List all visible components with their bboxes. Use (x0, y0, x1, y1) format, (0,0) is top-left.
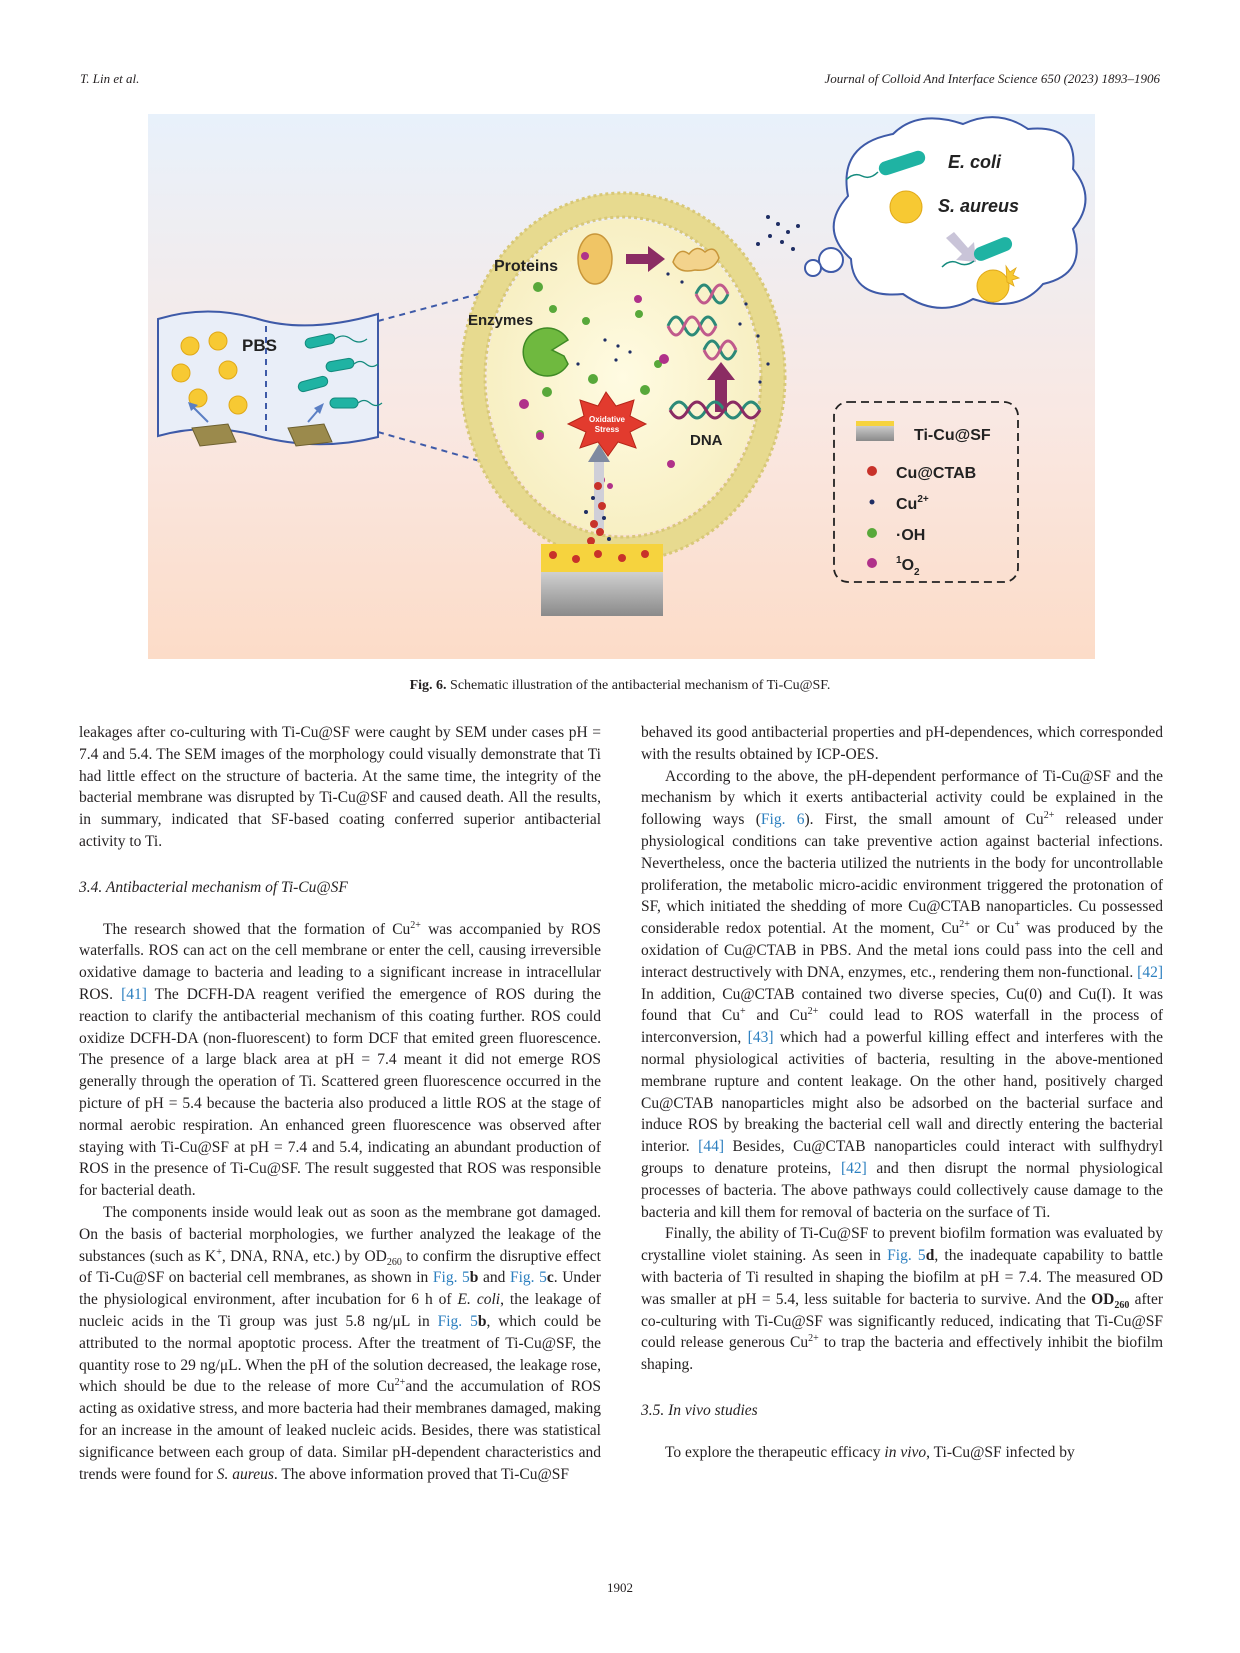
left-paragraph-3: The components inside would leak out as soon as the membrane got damaged. On the basis of bacterial morphologies, we further analyzed the leakage of the substances (such as K+, DNA, RNA, etc.) by $OD_{260}$ to confirm the disruptive effect of Ti-Cu@SF on bacterial cell membranes, as shown in Fig. 5b and Fig. 5c. Under the physiological environment, after incubation for 6 h of E. coli, the leakage of nucleic acids in the Ti group was just 5.8 ng/μL in Fig. 5b, which could be attributed to the normal apoptotic process. After the treatment of Ti-Cu@SF, the quantity rose to 29 ng/μL. When the pH of the solution decreased, the leakage rose, which should be due to the release of more $Cu^{2+}and$ the accumulation of ROS acting as oxidative stress, and more bacteria had their membranes damaged, making for an increase in the amount of leaked nucleic acids. Besides, there was statistical significance between each group of data. Similar pH-dependent characteristics and trends were found for S. aureus. The above information proved that Ti-Cu@SF (79, 1203, 601, 1483)
fig-5d-link[interactable]: Fig. 5 (887, 1247, 926, 1265)
section-heading-3-4: 3.4. Antibacterial mechanism of Ti-Cu@SF (79, 878, 348, 896)
citation-42-b[interactable]: [42] (840, 1159, 867, 1177)
enzymes-label: Enzymes (468, 312, 534, 329)
ti-chip-right (288, 424, 332, 446)
legend-singlet-oxygen-icon (867, 558, 877, 568)
left-column (79, 722, 601, 1485)
citation-43[interactable]: [43] (747, 1029, 774, 1047)
figure-caption-text: Schematic illustration of the antibacterial mechanism of Ti-Cu@SF. (446, 678, 831, 693)
section-heading-3-5: 3.5. In vivo studies (641, 1401, 758, 1419)
citation-41[interactable]: [41] (121, 985, 147, 1003)
saureus-lysed (977, 270, 1009, 302)
citation-44[interactable]: [44] (698, 1138, 724, 1156)
proteins-label: Proteins (494, 258, 559, 275)
ti-chip-left (192, 424, 236, 446)
right-paragraph-2: According to the above, the pH-dependent performance of Ti-Cu@SF and the mechanism by which it exerts antibacterial activity could be explained in the following ways (Fig. 6). First, the small amount of $Cu^{2+}$ released under physiological conditions can take preventive action against bacterial infections. Nevertheless, once the bacteria utilized the nutrients in the body for uncontrollable proliferation, the metabolic micro-acidic environment triggered the protonation of SF, which initiated the shedding of more Cu@CTAB nanoparticles. Cu possessed considerable redox potential. At the moment, $Cu^{2+}$ or Cu+ was produced by the oxidation of Cu@CTAB in PBS. And the metal ions could pass into the cell and interact destructively with DNA, enzymes, etc., rendering them non-functional. [42] In addition, Cu@CTAB contained two diverse species, Cu(0) and Cu(I). It was found that Cu+ and $Cu^{2+}$ could lead to ROS waterfall in the process of interconversion, [43] which had a powerful killing effect and interferes with the normal physiological activities of bacteria, resulting in the above-mentioned membrane rupture and content leakage. On the other hand, positively charged Cu@CTAB nanoparticles might also be adsorbed on the bacterial surface and induce ROS by breaking the bacterial cell wall and directly entering the bacterial interior. [44] Besides, Cu@CTAB nanoparticles could interact with sulfhydryl groups to denature proteins, [42] and then disrupt the normal physiological processes of bacteria. The above pathways could collectively cause damage to the bacteria and kill them for removal of bacteria on the surface of Ti. (641, 767, 1164, 1221)
ti-substrate (541, 544, 663, 616)
left-paragraph-1: leakages after co-culturing with Ti-Cu@SF were caught by SEM under cases pH = 7.4 and 5.4. The SEM images of the morphology could visually demonstrate that Ti had little effect on the structure of bacteria. At the same time, the integrity of the bacterial membrane was disrupted by Ti-Cu@SF and caused death. All the results, in summary, indicated that SF-based coating conferred superior antibacterial activity to Ti. (79, 724, 601, 850)
right-paragraph-3: Finally, the ability of Ti-Cu@SF to prevent biofilm formation was evaluated by crystalline violet staining. As seen in Fig. 5d, the inadequate capability to battle with bacteria of Ti resulted in shaping the biofilm at pH = 7.4. The measured OD was smaller at pH = 5.4, less suitable for bacteria to survive. And the $OD_{260}$ after co-culturing with Ti-Cu@SF was significantly reduced, indicating that Ti-Cu@SF could release generous $Cu^{2+}$ to trap the bacteria and effectively inhibit the biofilm shaping. (641, 1225, 1164, 1374)
legend-cu-ctab-label: Cu@CTAB (896, 465, 977, 482)
fig-5c-link[interactable]: Fig. 5 (509, 1269, 547, 1287)
legend-ti-cu-sf-icon (856, 425, 894, 441)
legend-singlet-oxygen-label: $^1O_2$ (896, 555, 920, 578)
pbs-label: PBS (242, 336, 277, 355)
left-paragraph-2: The research showed that the formation of $Cu^{2+}$ was accompanied by ROS waterfalls. ROS can act on the cell membrane or enter the cell, causing irreversible oxidative damage to bacteria and leading to a significant increase in intracellular ROS. [41] The DCFH-DA reagent verified the emergence of ROS during the reaction to clarify the antibacterial mechanism of this coating further. ROS could oxidize DCFH-DA (non-fluorescent) to form DCF that emited green fluorescence. The presence of a large black area at pH = 7.4 meant it did not emerge ROS generally through the operation of Ti. Scattered green fluorescence occurred in the picture of pH = 5.4 because the bacteria also produced a little ROS at the stage of normal aerobic respiration. An enhanced green fluorescence was observed after staying with Ti-Cu@SF at pH = 7.4 and 5.4, indicating an abundant production of ROS in the presence of Ti-Cu@SF. The result suggested that ROS was responsible for bacterial death. (79, 919, 602, 1200)
dna-label: DNA (690, 432, 723, 449)
legend-oh-label: ·OH (896, 527, 926, 544)
saureus-label: S. aureus (938, 196, 1020, 216)
right-column (641, 722, 1163, 1464)
legend-cu2-icon (870, 500, 875, 505)
protein-denatured (673, 248, 719, 271)
citation-42[interactable]: [42] (1137, 963, 1163, 981)
bacterial-cell (461, 193, 785, 561)
figure-caption-label: Fig. 6. (409, 678, 447, 693)
legend-cu2-label: $Cu^{2+}$ (896, 494, 929, 513)
legend-ti-cu-sf-label: Ti-Cu@SF (914, 427, 991, 444)
right-paragraph-4: To explore the therapeutic efficacy in vivo, Ti-Cu@SF infected by (665, 1443, 1075, 1461)
oxidative-stress-label-1: Oxidative (588, 415, 626, 424)
legend-oh-icon (867, 528, 877, 538)
fig-6-link[interactable]: Fig. 6 (760, 811, 805, 829)
legend-cu-ctab-icon (867, 466, 877, 476)
figure-6-schematic (148, 114, 1095, 659)
saureus-icon (890, 191, 922, 223)
fig-5b-link-2[interactable]: Fig. 5 (437, 1312, 478, 1330)
ecoli-label: E. coli (948, 152, 1002, 172)
running-head-journal: Journal of Colloid And Interface Science 650 (2023) 1893–1906 (824, 71, 1160, 86)
right-paragraph-1: behaved its good antibacterial properties and pH-dependences, which corresponded with the results obtained by ICP-OES. (641, 724, 1163, 763)
oxidative-stress-label-2: Stress (594, 425, 620, 434)
running-head-authors: T. Lin et al. (80, 71, 140, 86)
fig-5b-link[interactable]: Fig. 5 (432, 1269, 470, 1287)
page-number: 1902 (607, 1580, 633, 1595)
figure-caption (0, 678, 1240, 694)
